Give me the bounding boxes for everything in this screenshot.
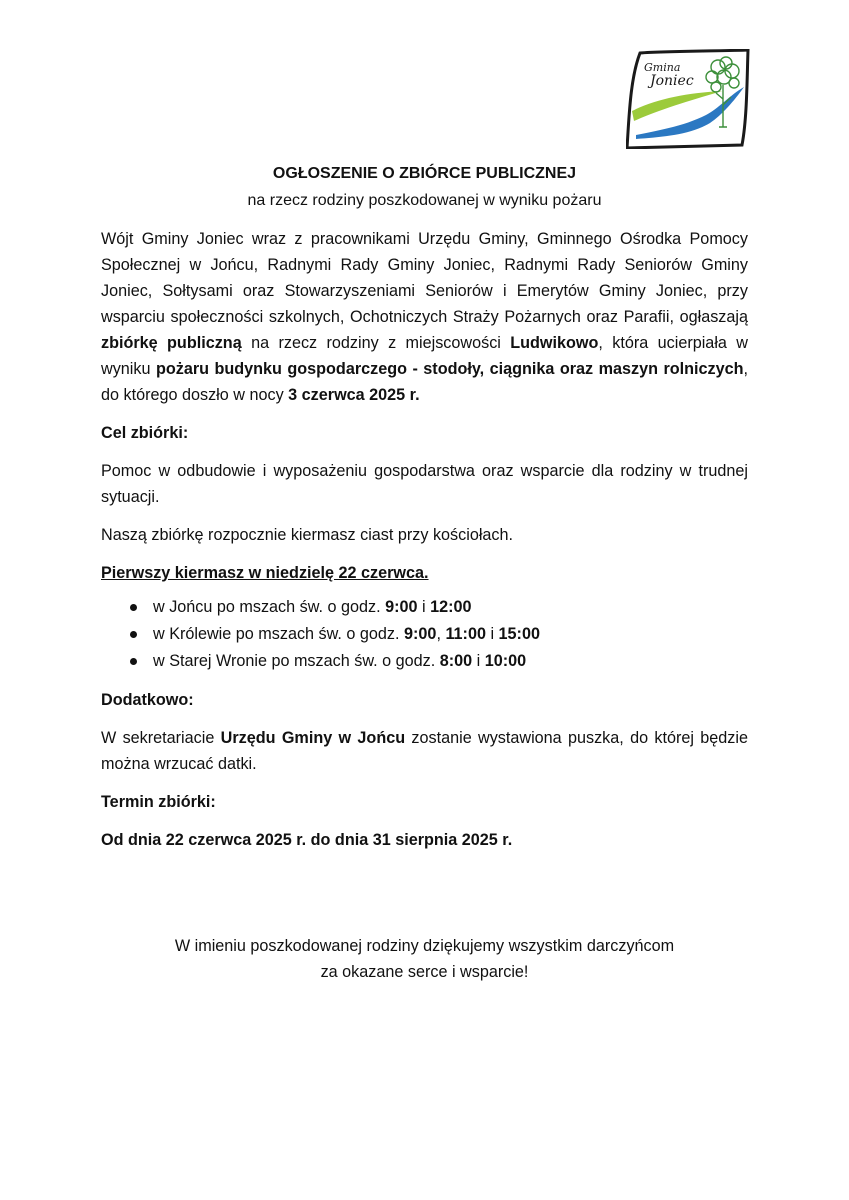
logo-text-joniec: Joniec [650, 73, 694, 89]
goal-text: Pomoc w odbudowie i wyposażeniu gospodarstwa oraz wsparcie dla rodziny w trudnej sytuacji. [101, 462, 748, 506]
fair-intro: Naszą zbiórkę rozpocznie kiermasz ciast przy kościołach. [101, 526, 514, 544]
additional-text: W sekretariacie Urzędu Gminy w Jońcu zostanie wystawiona puszka, do której będzie można wrzucać datki. [101, 729, 748, 773]
additional-heading: Dodatkowo: [101, 691, 194, 709]
list-item: w Królewie po mszach św. o godz. 9:00, 11:00 i 15:00 [101, 621, 748, 648]
announcement-body [101, 226, 748, 853]
logo-emblem [626, 49, 750, 149]
fair-heading: Pierwszy kiermasz w niedzielę 22 czerwca. [101, 564, 429, 582]
intro-text-3: , która ucierpiała w wyniku [101, 334, 748, 378]
intro-bold-collection: zbiórkę publiczną [101, 334, 242, 352]
list-item: w Starej Wronie po mszach św. o godz. 8:00 i 10:00 [101, 648, 748, 675]
announcement-title: OGŁOSZENIE O ZBIÓRCE PUBLICZNEJ [272, 165, 577, 182]
intro-paragraph [101, 226, 748, 408]
intro-text-1: Wójt Gminy Joniec wraz z pracownikami Urzędu Gminy, Gminnego Ośrodka Pomocy Społecznej w Jońcu, Radnymi Rady Gminy Joniec, Radnymi Rady Seniorów Gminy Joniec, Sołtysami oraz Stowarzyszeniami Seniorów i Emerytów Gminy Joniec, przy wsparciu społeczności szkolnych, Ochotniczych Straży Pożarnych oraz Parafii, ogłaszają [101, 230, 748, 326]
gmina-joniec-logo [626, 49, 750, 149]
list-item: w Jońcu po mszach św. o godz. 9:00 i 12:00 [101, 594, 748, 621]
closing-thanks [0, 933, 849, 985]
intro-text-2: na rzecz rodziny z miejscowości [241, 334, 511, 352]
intro-bold-fire: pożaru budynku gospodarczego - stodoły, ciągnika oraz maszyn rolniczych [155, 360, 744, 378]
intro-bold-date: 3 czerwca 2025 r. [288, 386, 420, 404]
logo-text-gmina: Gmina [644, 61, 681, 74]
term-dates: Od dnia 22 czerwca 2025 r. do dnia 31 sierpnia 2025 r. [101, 831, 513, 849]
goal-heading: Cel zbiórki: [101, 424, 189, 442]
announcement-subtitle: na rzecz rodziny poszkodowanej w wyniku pożaru [247, 192, 602, 209]
intro-text-4: , do którego doszło w nocy [101, 360, 749, 404]
closing-line-2: za okazane serce i wsparcie! [320, 963, 529, 981]
fair-schedule-list [101, 594, 748, 675]
term-heading: Termin zbiórki: [101, 793, 216, 811]
intro-bold-village: Ludwikowo [510, 334, 599, 352]
closing-line-1: W imieniu poszkodowanej rodziny dziękujemy wszystkim darczyńcom [174, 937, 675, 955]
